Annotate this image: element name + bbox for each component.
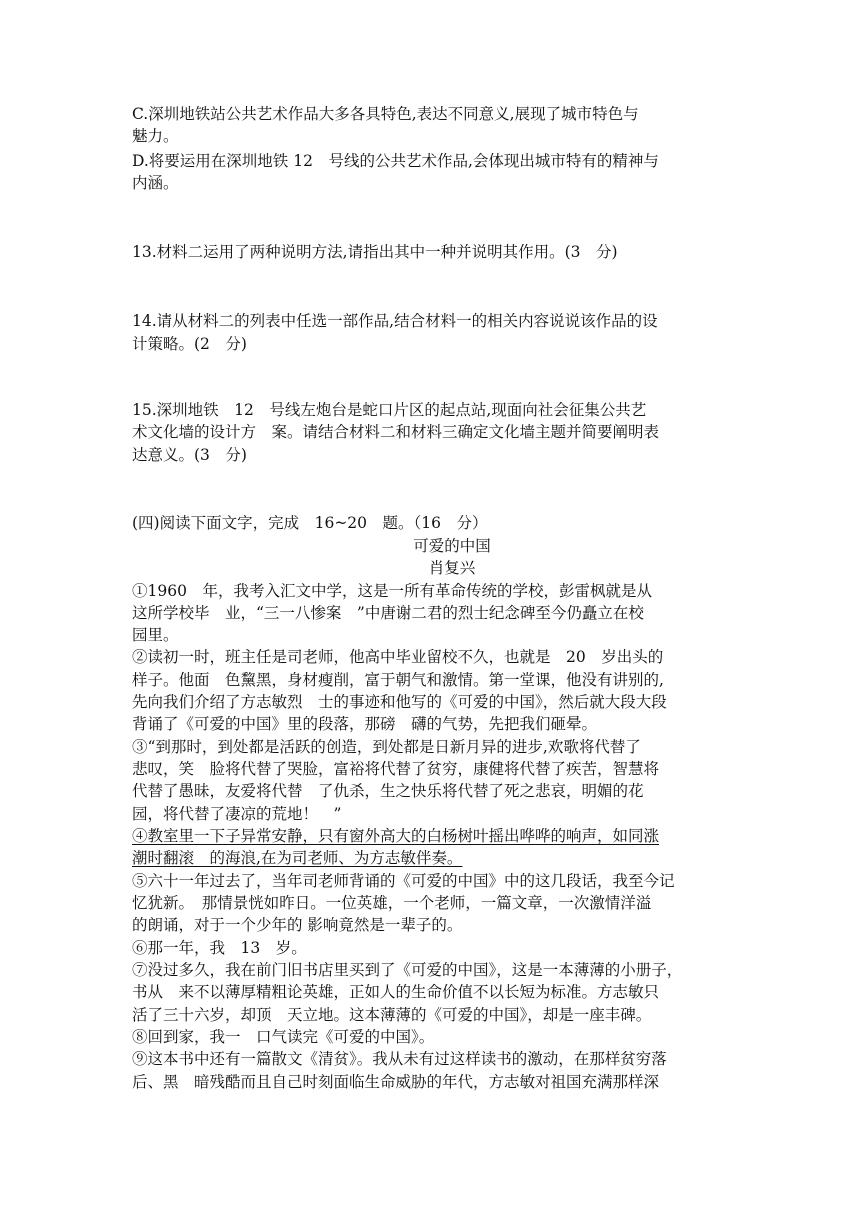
paragraph-5-line-1: ⑤六十一年过去了，当年司老师背诵的《可爱的中国》中的这几段话，我至今记 xyxy=(132,872,675,890)
section-heading: (四)阅读下面文字，完成 16~20 题。（16 分） xyxy=(132,514,488,532)
paragraph-2-line-1: ②读初一时，班主任是司老师，他高中毕业留校不久，也就是 20 岁出头的 xyxy=(132,648,664,666)
paragraph-8-line-1: ⑧回到家，我一 口气读完《可爱的中国》。 xyxy=(132,1028,435,1046)
question-15-line-3: 达意义。(3 分) xyxy=(132,446,247,464)
paragraph-1-line-1: ①1960 年，我考入汇文中学，这是一所有革命传统的学校，彭雷枫就是从 xyxy=(132,582,652,600)
question-14-line-1: 14.请从材料二的列表中任选一部作品,结合材料一的相关内容说说该作品的设 xyxy=(132,312,658,330)
paragraph-9-line-2: 后、黑 暗残酷而且自己时刻面临生命威胁的年代，方志敏对祖国充满那样深 xyxy=(132,1073,660,1091)
article-author: 肖复兴 xyxy=(428,559,476,577)
paragraph-7-line-3: 活了三十六岁，却顶 天立地。这本薄薄的《可爱的中国》，却是一座丰碑。 xyxy=(132,1006,652,1024)
option-d-line-2: 内涵。 xyxy=(132,174,179,192)
paragraph-3-line-3: 代替了愚昧，友爱将代替 了仇杀，生之快乐将代替了死之悲哀，明媚的花 xyxy=(132,782,644,800)
option-c-line-1: C.深圳地铁站公共艺术作品大多各具特色,表达不同意义,展现了城市特色与 xyxy=(132,105,639,123)
question-15-line-2: 术文化墙的设计方 案。请结合材料二和材料三确定文化墙主题并简要阐明表 xyxy=(132,423,660,441)
option-d-line-1: D.将要运用在深圳地铁 12 号线的公共艺术作品,会体现出城市特有的精神与 xyxy=(132,152,659,170)
paragraph-7-line-2: 书从 来不以薄厚精粗论英雄，正如人的生命价值不以长短为标准。方志敏只 xyxy=(132,983,660,1001)
paragraph-6-line-1: ⑥那一年，我 13 岁。 xyxy=(132,939,307,957)
paragraph-4-line-2: 潮时翻滚 的海浪,在为司老师、为方志敏伴奏。 xyxy=(132,849,463,867)
question-14-line-2: 计策略。(2 分) xyxy=(132,335,247,353)
paragraph-3-line-1: ③“到那时，到处都是活跃的创造，到处都是日新月异的进步,欢歌将代替了 xyxy=(132,738,641,756)
article-title: 可爱的中国 xyxy=(413,537,491,555)
option-c-line-2: 魅力。 xyxy=(132,127,179,145)
paragraph-2-line-3: 先向我们介绍了方志敏烈 士的事迹和他写的《可爱的中国》，然后就大段大段 xyxy=(132,693,667,711)
paragraph-7-line-1: ⑦没过多久，我在前门旧书店里买到了《可爱的中国》，这是一本薄薄的小册子， xyxy=(132,961,683,979)
question-15-line-1: 15.深圳地铁 12 号线左炮台是蛇口片区的起点站,现面向社会征集公共艺 xyxy=(132,401,647,419)
paragraph-1-line-3: 园里。 xyxy=(132,626,179,644)
paragraph-2-line-4: 背诵了《可爱的中国》里的段落，那磅 礴的气势，先把我们砸晕。 xyxy=(132,715,598,733)
paragraph-9-line-1: ⑨这本书中还有一篇散文《清贫》。我从未有过这样读书的激动，在那样贫穷落 xyxy=(132,1050,667,1068)
paragraph-2-line-2: 样子。他面 色黧黑，身材瘦削，富于朝气和激情。第一堂课，他没有讲别的, xyxy=(132,671,664,689)
question-13: 13.材料二运用了两种说明方法,请指出其中一种并说明其作用。(3 分) xyxy=(132,243,618,261)
paragraph-3-line-4: 园，将代替了凄凉的荒地！ ” xyxy=(132,805,342,823)
paragraph-5-line-2: 忆犹新。 那情景恍如昨日。一位英雄，一个老师，一篇文章，一次激情洋溢 xyxy=(132,894,652,912)
paragraph-5-line-3: 的朗诵，对于一个少年的 影响竟然是一辈子的。 xyxy=(132,916,463,934)
paragraph-1-line-2: 这所学校毕 业，“三一八惨案 ”中唐谢二君的烈士纪念碑至今仍矗立在校 xyxy=(132,604,644,622)
paragraph-3-line-2: 悲叹，笑 脸将代替了哭脸，富裕将代替了贫穷，康健将代替了疾苦，智慧将 xyxy=(132,760,660,778)
paragraph-4-line-1: ④教室里一下子异常安静，只有窗外高大的白杨树叶摇出哗哗的响声，如同涨 xyxy=(132,827,660,845)
